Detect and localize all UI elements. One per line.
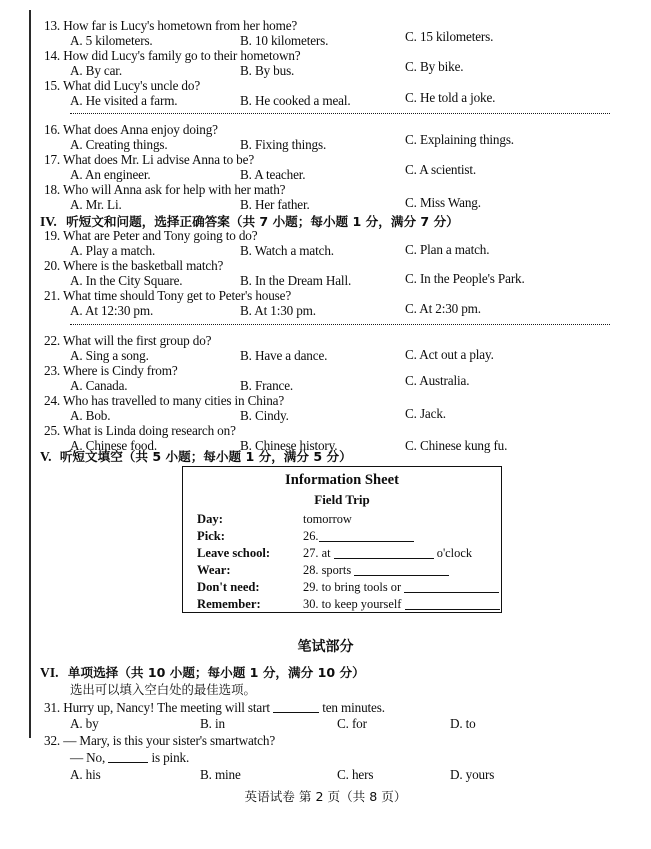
option-d-32[interactable]: D. yours <box>450 767 495 782</box>
info-value-leave-school <box>303 545 472 562</box>
option-a-13[interactable]: A. 5 kilometers. <box>70 33 153 48</box>
info-prefix-27: 27. at <box>303 546 331 560</box>
question-stem-24: 24. Who has travelled to many cities in China? <box>44 393 285 408</box>
option-b-25[interactable]: B. Chinese history. <box>240 438 338 453</box>
information-sheet-box <box>182 466 502 613</box>
question-options-15 <box>0 90 651 109</box>
info-suffix-27: o'clock <box>436 546 473 560</box>
info-row-remember <box>197 596 495 613</box>
section-divider-2 <box>70 322 610 325</box>
option-c-24[interactable]: C. Jack. <box>405 406 446 421</box>
option-b-14[interactable]: B. By bus. <box>240 63 295 78</box>
option-a-23[interactable]: A. Canada. <box>70 378 128 393</box>
option-d-31[interactable]: D. to <box>450 716 476 731</box>
question-options-16 <box>0 132 651 153</box>
option-b-16[interactable]: B. Fixing things. <box>240 137 327 152</box>
info-prefix-30: 30. to keep yourself <box>303 597 402 611</box>
option-a-18[interactable]: A. Mr. Li. <box>70 197 122 212</box>
scan-edge-line <box>29 10 31 738</box>
option-c-23[interactable]: C. Australia. <box>405 373 470 388</box>
info-prefix-28: 28. sports <box>303 563 352 577</box>
option-c-13[interactable]: C. 15 kilometers. <box>405 29 494 44</box>
info-row-leave-school <box>197 545 495 562</box>
written-part-title: 笔试部分 <box>297 639 354 655</box>
info-value-day: tomorrow <box>303 512 352 526</box>
question-stem-13: 13. How far is Lucy's hometown from her home? <box>44 18 298 33</box>
option-a-22[interactable]: A. Sing a song. <box>70 348 149 363</box>
info-label-wear: Wear: <box>197 563 231 577</box>
info-label-leave-school: Leave school: <box>197 546 271 560</box>
question-stem-32-line2: — No, is pink. <box>70 750 190 765</box>
option-c-17[interactable]: C. A scientist. <box>405 162 477 177</box>
option-b-22[interactable]: B. Have a dance. <box>240 348 328 363</box>
option-c-18[interactable]: C. Miss Wang. <box>405 195 481 210</box>
information-sheet-rows <box>197 511 495 613</box>
question-stem-15: 15. What did Lucy's uncle do? <box>44 78 201 93</box>
option-c-20[interactable]: C. In the People's Park. <box>405 271 525 286</box>
section-vi-instruction: 选出可以填入空白处的最佳选项。 <box>70 682 256 697</box>
info-row-wear <box>197 562 495 579</box>
option-a-32[interactable]: A. his <box>70 767 101 782</box>
question-options-32 <box>0 767 651 783</box>
question-stem-32-line1: 32. — Mary, is this your sister's smartwatch? <box>44 733 276 748</box>
information-sheet-subtitle: Field Trip <box>314 492 370 507</box>
question-stem-17: 17. What does Mr. Li advise Anna to be? <box>44 152 255 167</box>
question-stem-22: 22. What will the first group do? <box>44 333 212 348</box>
answer-blank-29[interactable] <box>404 581 499 593</box>
answer-blank-30[interactable] <box>405 598 500 610</box>
question-stem-25: 25. What is Linda doing research on? <box>44 423 236 438</box>
option-a-21[interactable]: A. At 12:30 pm. <box>70 303 154 318</box>
option-b-19[interactable]: B. Watch a match. <box>240 243 334 258</box>
info-row-dont-need <box>197 579 495 596</box>
answer-blank-26[interactable] <box>319 530 414 542</box>
option-b-24[interactable]: B. Cindy. <box>240 408 289 423</box>
info-value-remember <box>303 596 500 613</box>
answer-blank-27[interactable] <box>334 547 434 559</box>
option-b-32[interactable]: B. mine <box>200 767 241 782</box>
question-options-24 <box>0 408 651 424</box>
answer-blank-31[interactable] <box>273 702 319 713</box>
info-label-pick: Pick: <box>197 529 225 543</box>
info-label-remember: Remember: <box>197 597 261 611</box>
section-vi-numeral: VI. <box>40 665 59 680</box>
section-heading-v <box>40 446 352 465</box>
section-vi-title: 单项选择（共 10 小题；每小题 1 分，满分 10 分） <box>67 665 365 680</box>
option-a-15[interactable]: A. He visited a farm. <box>70 93 178 108</box>
section-iv-numeral: IV. <box>40 214 57 229</box>
option-a-17[interactable]: A. An engineer. <box>70 167 151 182</box>
question-options-20 <box>0 273 651 289</box>
question-stem-14: 14. How did Lucy's family go to their hometown? <box>44 48 301 63</box>
option-c-31[interactable]: C. for <box>337 716 367 731</box>
option-b-20[interactable]: B. In the Dream Hall. <box>240 273 352 288</box>
question-options-22 <box>0 348 651 364</box>
question-stem-18: 18. Who will Anna ask for help with her math? <box>44 182 286 197</box>
option-b-13[interactable]: B. 10 kilometers. <box>240 33 329 48</box>
info-value-pick <box>303 528 414 545</box>
info-value-wear <box>303 562 449 579</box>
question-stem-21: 21. What time should Tony get to Peter's house? <box>44 288 292 303</box>
option-c-25[interactable]: C. Chinese kung fu. <box>405 438 508 453</box>
option-a-20[interactable]: A. In the City Square. <box>70 273 183 288</box>
question-stem-23: 23. Where is Cindy from? <box>44 363 178 378</box>
question-stem-31: 31. Hurry up, Nancy! The meeting will start ten minutes. <box>44 700 385 715</box>
option-a-14[interactable]: A. By car. <box>70 63 122 78</box>
question-options-21 <box>0 303 651 319</box>
section-iv-title: 听短文和问题，选择正确答案（共 7 小题；每小题 1 分，满分 7 分） <box>66 214 459 229</box>
option-a-16[interactable]: A. Creating things. <box>70 137 168 152</box>
page-footer: 英语试卷 第 2 页（共 8 页） <box>244 789 407 804</box>
question-options-23 <box>0 373 651 394</box>
option-b-17[interactable]: B. A teacher. <box>240 167 306 182</box>
option-c-14[interactable]: C. By bike. <box>405 59 464 74</box>
answer-blank-28[interactable] <box>354 564 449 576</box>
section-heading-vi <box>40 662 365 681</box>
option-c-19[interactable]: C. Plan a match. <box>405 242 490 257</box>
option-c-22[interactable]: C. Act out a play. <box>405 347 494 362</box>
option-a-25[interactable]: A. Chinese food. <box>70 438 157 453</box>
question-options-14 <box>0 59 651 79</box>
option-c-21[interactable]: C. At 2:30 pm. <box>405 301 481 316</box>
section-divider-1 <box>70 111 610 114</box>
option-b-15[interactable]: B. He cooked a meal. <box>240 93 351 108</box>
section-v-title: 听短文填空（共 5 小题；每小题 1 分，满分 5 分） <box>59 449 352 464</box>
question-stem-16: 16. What does Anna enjoy doing? <box>44 122 218 137</box>
option-b-21[interactable]: B. At 1:30 pm. <box>240 303 316 318</box>
info-label-dont-need: Don't need: <box>197 580 260 594</box>
question-options-31 <box>0 716 651 732</box>
question-stem-19: 19. What are Peter and Tony going to do? <box>44 228 258 243</box>
option-b-23[interactable]: B. France. <box>240 378 294 393</box>
question-options-17 <box>0 162 651 183</box>
info-label-day: Day: <box>197 512 223 526</box>
answer-blank-32[interactable] <box>108 752 148 763</box>
question-stem-20: 20. Where is the basketball match? <box>44 258 224 273</box>
question-options-19 <box>0 243 651 259</box>
option-c-32[interactable]: C. hers <box>337 767 374 782</box>
option-c-16[interactable]: C. Explaining things. <box>405 132 514 147</box>
info-row-pick <box>197 528 495 545</box>
option-a-31[interactable]: A. by <box>70 716 99 731</box>
option-b-18[interactable]: B. Her father. <box>240 197 310 212</box>
info-prefix-26: 26. <box>303 529 319 543</box>
info-value-dont-need <box>303 579 499 596</box>
info-prefix-29: 29. to bring tools or <box>303 580 402 594</box>
information-sheet-title: Information Sheet <box>285 472 399 488</box>
question-options-13 <box>0 29 651 49</box>
info-row-day <box>197 511 495 528</box>
option-a-24[interactable]: A. Bob. <box>70 408 111 423</box>
option-c-15[interactable]: C. He told a joke. <box>405 90 496 105</box>
option-b-31[interactable]: B. in <box>200 716 225 731</box>
section-v-numeral: V. <box>40 449 52 464</box>
option-a-19[interactable]: A. Play a match. <box>70 243 156 258</box>
